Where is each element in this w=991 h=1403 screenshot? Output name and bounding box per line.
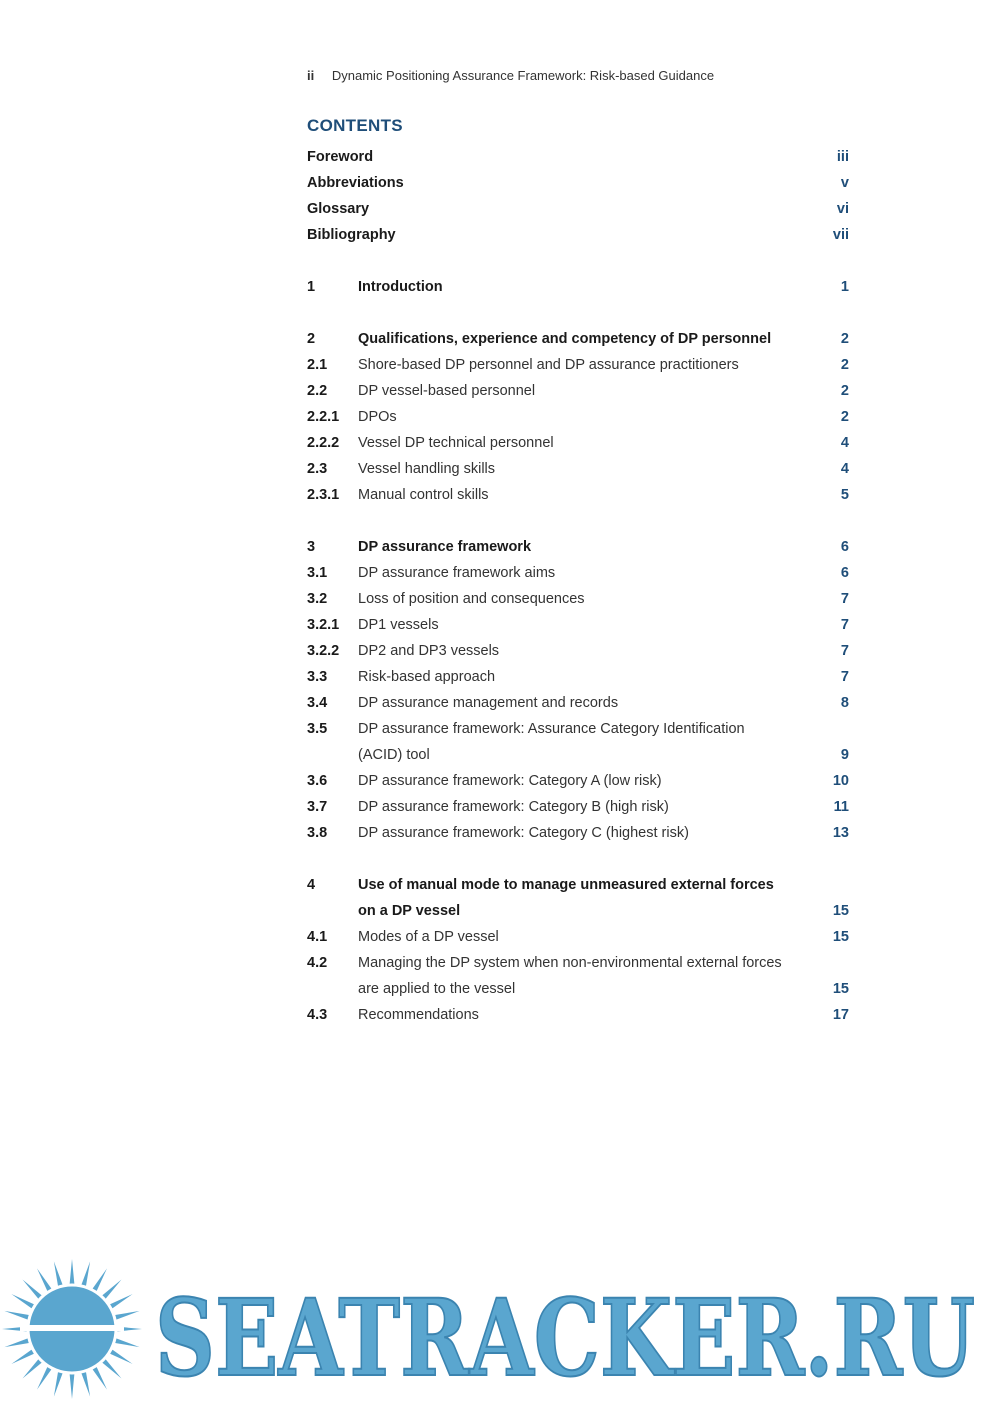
toc-number: 4 [307,877,316,893]
toc-page: 15 [832,903,849,919]
page-number: ii [307,68,315,83]
toc-number: 1 [307,279,316,295]
toc-number: 3.6 [307,773,328,789]
toc-entry-3-2-1[interactable] [307,612,849,638]
toc-page: 7 [840,591,849,607]
toc-page: 7 [840,643,849,659]
toc-entry-2-1[interactable] [307,352,849,378]
toc-number: 2.3 [307,461,328,477]
toc-page: 5 [840,487,849,503]
toc-page: 9 [840,747,849,763]
toc-number: 2.2.2 [307,435,340,451]
toc-number: 3.5 [307,721,328,737]
toc-number: 4.1 [307,929,328,945]
toc-entry-section-4[interactable] [307,872,849,898]
toc-title: Foreword [307,149,374,165]
toc-page: 11 [833,799,849,815]
toc-page: 2 [840,357,849,373]
toc-number: 3.8 [307,825,328,841]
toc-entry-4-2[interactable] [307,950,849,976]
running-title: Dynamic Positioning Assurance Framework: Risk-based Guidance [331,68,715,83]
toc-entry-3-5[interactable] [307,716,849,742]
toc-entry-4-3[interactable] [307,1002,849,1028]
toc-title: Qualifications, experience and competency of DP personnel [358,331,772,347]
toc-page: 15 [832,981,849,997]
toc-number: 3.7 [307,799,328,815]
toc-page: 2 [840,331,849,347]
toc-title: DP assurance framework aims [358,565,556,581]
toc-entry-3-6[interactable] [307,768,849,794]
toc-title: Vessel handling skills [358,461,496,477]
toc-entry-section-3[interactable] [307,534,849,560]
toc-page: vii [832,227,849,243]
toc-title: DP assurance framework: Category A (low risk) [358,773,662,789]
toc-title: DP vessel-based personnel [358,383,536,399]
toc-title: DP assurance framework: Assurance Category Identification [358,721,745,737]
toc-page: iii [836,149,849,165]
toc-title: DP assurance framework: Category B (high risk) [358,799,669,815]
toc-title-continued: are applied to the vessel [358,981,516,997]
toc-page: 15 [832,929,849,945]
toc-title: Risk-based approach [358,669,496,685]
toc-entry-3-7[interactable] [307,794,849,820]
toc-title: Modes of a DP vessel [358,929,499,945]
toc-entry-3-3[interactable] [307,664,849,690]
toc-entry-2-3[interactable] [307,456,849,482]
toc-title: Managing the DP system when non-environmental external forces [358,955,782,971]
toc-number: 3.2.1 [307,617,340,633]
toc-title: Use of manual mode to manage unmeasured external forces [358,877,774,893]
toc-page: 2 [840,409,849,425]
toc-title: Bibliography [307,227,396,243]
toc-entry-3-1[interactable] [307,560,849,586]
toc-number: 4.3 [307,1007,328,1023]
toc-entry-3-5-cont[interactable] [307,742,849,768]
toc-number: 2 [307,331,316,347]
toc-page: 10 [832,773,849,789]
watermark-text: SEATRACKER.RU [155,1275,975,1400]
toc-number: 2.2 [307,383,328,399]
toc-title: Manual control skills [358,487,489,503]
toc-page: vi [836,201,849,217]
toc-number: 2.3.1 [307,487,340,503]
toc-title: Loss of position and consequences [358,591,585,607]
toc-title: Introduction [358,279,443,295]
watermark-logo [0,1255,991,1403]
toc-title: DP assurance framework [358,539,532,555]
table-of-contents [307,144,849,1028]
toc-title: DP2 and DP3 vessels [358,643,500,659]
toc-number: 2.1 [307,357,328,373]
sun-icon [2,1259,142,1399]
toc-title-continued: on a DP vessel [358,903,461,919]
toc-entry-3-4[interactable] [307,690,849,716]
toc-entry-2-2-1[interactable] [307,404,849,430]
running-header [307,68,714,83]
toc-entry-foreword[interactable] [307,144,849,170]
toc-number: 3.2 [307,591,328,607]
toc-entry-3-8[interactable] [307,820,849,846]
toc-page: 4 [840,461,849,477]
toc-page: 8 [840,695,849,711]
toc-number: 3.1 [307,565,328,581]
toc-page: 2 [840,383,849,399]
toc-number: 3.3 [307,669,328,685]
toc-entry-2-3-1[interactable] [307,482,849,508]
toc-entry-bibliography[interactable] [307,222,849,248]
toc-title: Shore-based DP personnel and DP assurance practitioners [358,357,739,373]
toc-title: DPOs [358,409,397,425]
toc-number: 3.4 [307,695,328,711]
toc-entry-section-2[interactable] [307,326,849,352]
toc-page: v [840,175,849,191]
toc-number: 4.2 [307,955,328,971]
toc-title-continued: (ACID) tool [358,747,430,763]
toc-number: 3.2.2 [307,643,340,659]
toc-entry-glossary[interactable] [307,196,849,222]
toc-title: DP1 vessels [358,617,439,633]
toc-entry-4-1[interactable] [307,924,849,950]
toc-page: 17 [832,1007,849,1023]
toc-entry-2-2[interactable] [307,378,849,404]
toc-page: 7 [840,669,849,685]
toc-title: DP assurance management and records [358,695,619,711]
toc-page: 4 [840,435,849,451]
toc-entry-4-2-cont[interactable] [307,976,849,1002]
toc-title: Glossary [307,201,370,217]
toc-page: 6 [840,539,849,555]
toc-page: 13 [832,825,849,841]
toc-entry-3-2[interactable] [307,586,849,612]
toc-entry-section-1[interactable] [307,274,849,300]
toc-number: 3 [307,539,316,555]
toc-title: DP assurance framework: Category C (highest risk) [358,825,689,841]
toc-entry-2-2-2[interactable] [307,430,849,456]
contents-heading: CONTENTS [307,116,403,135]
toc-page: 6 [840,565,849,581]
toc-page: 1 [840,279,849,295]
toc-entry-3-2-2[interactable] [307,638,849,664]
toc-entry-abbreviations[interactable] [307,170,849,196]
toc-page: 7 [840,617,849,633]
toc-entry-section-4-cont[interactable] [307,898,849,924]
toc-title: Abbreviations [307,175,404,191]
toc-title: Vessel DP technical personnel [358,435,554,451]
toc-number: 2.2.1 [307,409,340,425]
toc-title: Recommendations [358,1007,479,1023]
